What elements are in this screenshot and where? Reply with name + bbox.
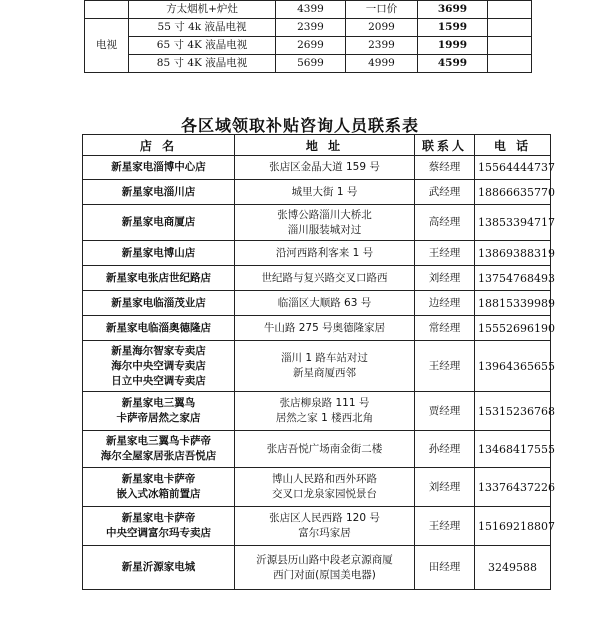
store-address-line: 世纪路与复兴路交叉口路西	[261, 271, 388, 284]
price-original: 5699	[276, 55, 346, 73]
contact-row	[83, 468, 551, 507]
price-row	[85, 19, 532, 37]
contact-phone: 13964365655	[475, 341, 551, 392]
store-address	[235, 507, 415, 546]
store-name	[83, 468, 235, 507]
price-final: 1999	[418, 37, 488, 55]
store-address-line: 沂源县历山路中段老京源商厦	[256, 553, 393, 566]
contact-phone: 13468417555	[475, 431, 551, 468]
contact-phone: 13754768493	[475, 266, 551, 291]
price-final: 1599	[418, 19, 488, 37]
price-row	[85, 55, 532, 73]
store-address-line: 交叉口龙泉家园悦景台	[272, 488, 377, 500]
header-phone: 电 话	[475, 135, 551, 156]
store-address	[235, 180, 415, 205]
contacts-title: 各区域领取补贴咨询人员联系表	[180, 116, 419, 135]
store-name-line: 新星家电博山店	[121, 246, 196, 259]
store-name-line: 新星家电三翼鸟	[121, 397, 196, 409]
price-discount: 2099	[346, 19, 418, 37]
price-item-name: 65 寸 4K 液晶电视	[129, 37, 276, 55]
store-address-line: 牛山路 275 号奥德隆家居	[263, 321, 386, 334]
store-name-line: 卡萨帝居然之家店	[116, 412, 201, 424]
header-store: 店 名	[83, 135, 235, 156]
contact-row	[83, 546, 551, 590]
store-name-line: 新星家电张店世纪路店	[106, 271, 211, 284]
store-name-line: 新星家电临淄茂业店	[111, 296, 206, 309]
contact-person: 王经理	[415, 507, 475, 546]
store-name-line: 中央空调富尔玛专卖店	[106, 527, 211, 539]
store-name-line: 新星家电卡萨帝	[121, 512, 196, 524]
store-address-line: 淄川服装城对过	[287, 223, 362, 236]
price-discount: 4999	[346, 55, 418, 73]
store-name-line: 新星家电临淄奥德隆店	[106, 321, 211, 334]
store-address-line: 城里大街 1 号	[291, 185, 358, 198]
contact-row	[83, 507, 551, 546]
contact-phone: 18815339989	[475, 291, 551, 316]
price-original: 2399	[276, 19, 346, 37]
price-original: 2699	[276, 37, 346, 55]
store-address-line: 博山人民路和西外环路	[272, 473, 377, 485]
contact-row	[83, 180, 551, 205]
price-category	[85, 1, 129, 19]
store-address-line: 临淄区大顺路 63 号	[277, 296, 372, 309]
store-address	[235, 241, 415, 266]
store-name-line: 嵌入式冰箱前置店	[116, 488, 201, 500]
price-original: 4399	[276, 1, 346, 19]
price-blank-cell	[488, 37, 532, 55]
store-address-line: 张店区人民西路 120 号	[269, 512, 380, 524]
header-person: 联系人	[415, 135, 475, 156]
contact-person: 边经理	[415, 291, 475, 316]
store-name	[83, 316, 235, 341]
store-name-line: 新星海尔智家专卖店	[111, 344, 206, 357]
contact-phone: 18866635770	[475, 180, 551, 205]
contact-phone: 13376437226	[475, 468, 551, 507]
store-name	[83, 392, 235, 431]
contact-phone: 15552696190	[475, 316, 551, 341]
contact-row	[83, 156, 551, 180]
store-name-line: 海尔全屋家居张店吾悦店	[100, 450, 217, 462]
store-name	[83, 266, 235, 291]
store-name-line: 新星家电淄博中心店	[111, 161, 206, 173]
contact-person: 常经理	[415, 316, 475, 341]
store-address-line: 张店吾悦广场南金街二楼	[266, 442, 383, 455]
store-name-line: 新星家电商厦店	[121, 216, 196, 228]
store-name-line: 新星家电卡萨帝	[121, 473, 196, 485]
store-address	[235, 205, 415, 241]
store-name	[83, 431, 235, 468]
contact-row	[83, 241, 551, 266]
store-address-line: 沿河西路利客来 1 号	[275, 246, 374, 259]
contacts-header-row	[83, 135, 551, 156]
contact-person: 蔡经理	[415, 156, 475, 180]
contact-phone: 13853394717	[475, 205, 551, 241]
contact-phone: 15315236768	[475, 392, 551, 431]
store-address-line: 淄川 1 路车站对过	[281, 352, 368, 364]
contact-person: 贾经理	[415, 392, 475, 431]
store-address-line: 新星商厦西邻	[293, 367, 356, 379]
store-name	[83, 341, 235, 392]
store-address-line: 张店柳泉路 111 号	[279, 397, 370, 409]
price-final: 4599	[418, 55, 488, 73]
store-address	[235, 392, 415, 431]
store-name	[83, 156, 235, 180]
contacts-table	[82, 134, 555, 590]
store-name	[83, 546, 235, 590]
store-name	[83, 205, 235, 241]
contact-person: 刘经理	[415, 468, 475, 507]
store-name-line: 新星家电三翼鸟卡萨帝	[106, 435, 211, 447]
store-address-line: 居然之家 1 楼西北角	[275, 412, 374, 424]
store-address-line: 张店区金晶大道 159 号	[269, 161, 380, 173]
price-blank-cell	[488, 1, 532, 19]
store-address	[235, 266, 415, 291]
contacts-table-body	[83, 156, 555, 590]
contact-phone: 13869388319	[475, 241, 551, 266]
store-address-line: 西门对面(原国美电器)	[273, 568, 376, 581]
price-item-name: 方太烟机+炉灶	[129, 1, 276, 19]
price-table-body	[85, 1, 532, 73]
contact-person: 刘经理	[415, 266, 475, 291]
contact-row	[83, 316, 551, 341]
store-address	[235, 468, 415, 507]
contact-row	[83, 266, 551, 291]
price-item-name: 55 寸 4k 液晶电视	[129, 19, 276, 37]
store-address-line: 张博公路淄川大桥北	[277, 208, 372, 221]
store-name-line: 海尔中央空调专卖店	[111, 359, 206, 372]
price-discount: 2399	[346, 37, 418, 55]
contact-row	[83, 205, 551, 241]
store-address-line: 富尔玛家居	[298, 527, 351, 539]
store-address	[235, 316, 415, 341]
price-item-name: 85 寸 4K 液晶电视	[129, 55, 276, 73]
store-address	[235, 291, 415, 316]
contact-person: 田经理	[415, 546, 475, 590]
price-table	[84, 0, 532, 73]
price-row	[85, 37, 532, 55]
contact-row	[83, 431, 551, 468]
contact-person: 武经理	[415, 180, 475, 205]
store-name	[83, 241, 235, 266]
store-name-line: 新星沂源家电城	[121, 561, 196, 573]
contact-row	[83, 291, 551, 316]
contact-phone: 15169218807	[475, 507, 551, 546]
store-name	[83, 180, 235, 205]
store-address	[235, 546, 415, 590]
store-name-line: 新星家电淄川店	[121, 185, 196, 198]
price-discount: 一口价	[346, 1, 418, 19]
header-address: 地 址	[235, 135, 415, 156]
store-name-line: 日立中央空调专卖店	[111, 374, 206, 387]
contact-person: 高经理	[415, 205, 475, 241]
price-final: 3699	[418, 1, 488, 19]
store-address	[235, 431, 415, 468]
price-category: 电视	[85, 19, 129, 73]
contact-phone: 15564444737	[475, 156, 551, 180]
store-address	[235, 156, 415, 180]
store-address	[235, 341, 415, 392]
store-name	[83, 291, 235, 316]
contact-row	[83, 341, 551, 392]
contact-person: 王经理	[415, 341, 475, 392]
contact-person: 孙经理	[415, 431, 475, 468]
contact-row	[83, 392, 551, 431]
price-row	[85, 1, 532, 19]
price-blank-cell	[488, 55, 532, 73]
price-blank-cell	[488, 19, 532, 37]
contact-phone: 3249588	[475, 546, 551, 590]
store-name	[83, 507, 235, 546]
contact-person: 王经理	[415, 241, 475, 266]
